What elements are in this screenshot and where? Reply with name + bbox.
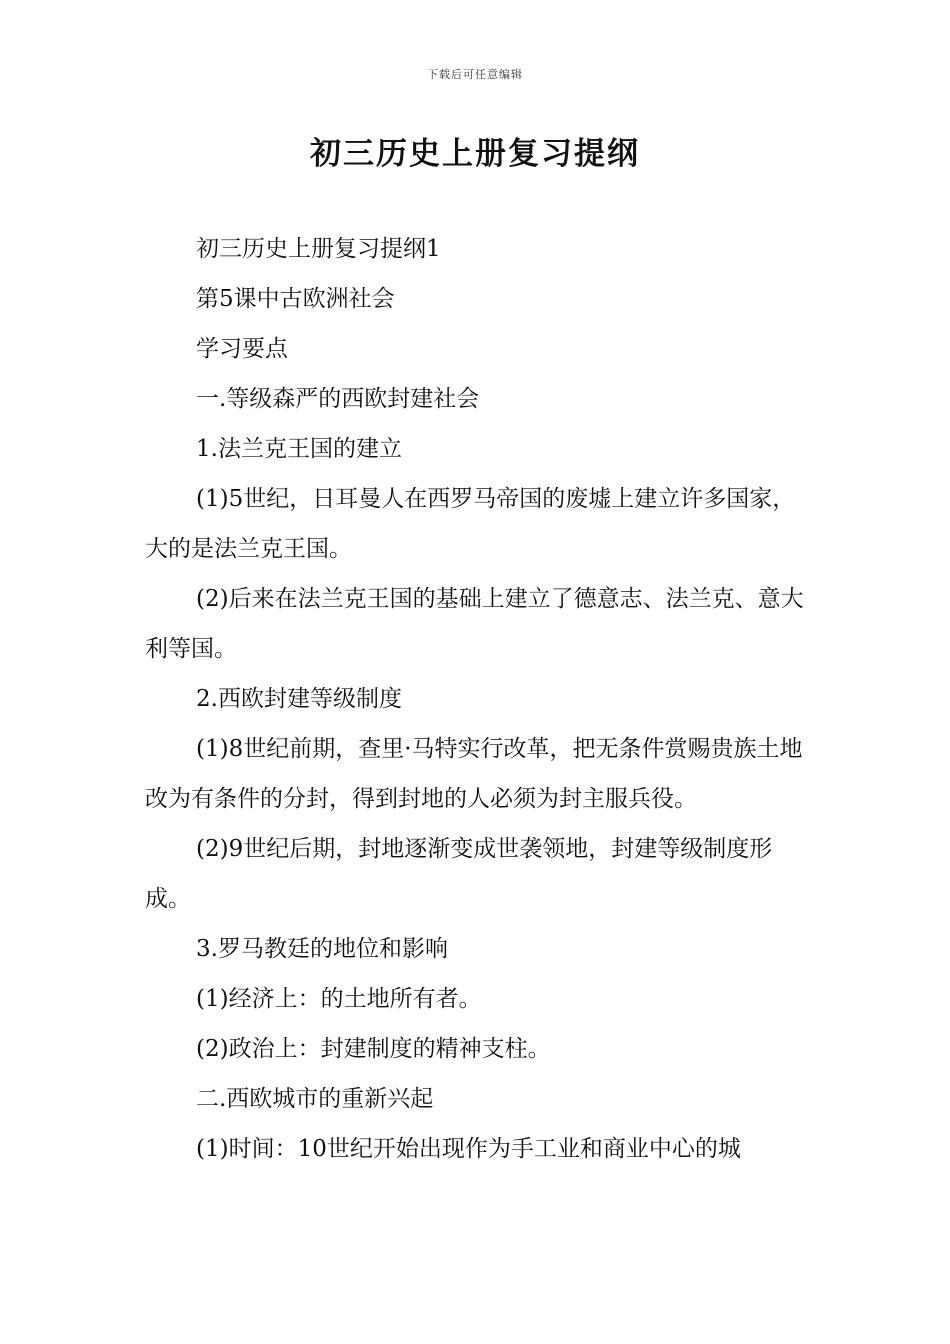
- paragraph: 2.西欧封建等级制度: [196, 686, 402, 712]
- paragraph: 一.等级森严的西欧封建社会: [196, 386, 480, 412]
- paragraph: 1.法兰克王国的建立: [196, 436, 402, 462]
- paragraph: (2)9世纪后期，封地逐渐变成世袭领地，封建等级制度形成。: [145, 836, 773, 912]
- paragraph: (2)后来在法兰克王国的基础上建立了德意志、法兰克、意大利等国。: [145, 586, 804, 662]
- document-title: 初三历史上册复习提纲: [310, 136, 640, 172]
- paragraph: (1)8世纪前期，查里·马特实行改革，把无条件赏赐贵族土地改为有条件的分封，得到封地的人必须为封主服兵役。: [145, 736, 803, 812]
- paragraph: (2)政治上：封建制度的精神支柱。: [196, 1036, 551, 1062]
- paragraph: 第5课中古欧洲社会: [196, 286, 395, 312]
- paragraph: 二.西欧城市的重新兴起: [196, 1086, 434, 1112]
- document-body: [145, 224, 815, 1174]
- paragraph: 3.罗马教廷的地位和影响: [196, 936, 448, 962]
- paragraph: 初三历史上册复习提纲1: [196, 236, 441, 262]
- header-note: 下载后可任意编辑: [427, 68, 523, 81]
- paragraph: (1)时间：10世纪开始出现作为手工业和商业中心的城: [196, 1136, 741, 1162]
- paragraph: 学习要点: [196, 336, 288, 362]
- paragraph: (1)5世纪，日耳曼人在西罗马帝国的废墟上建立许多国家，大的是法兰克王国。: [145, 486, 796, 562]
- paragraph: (1)经济上：的土地所有者。: [196, 986, 482, 1012]
